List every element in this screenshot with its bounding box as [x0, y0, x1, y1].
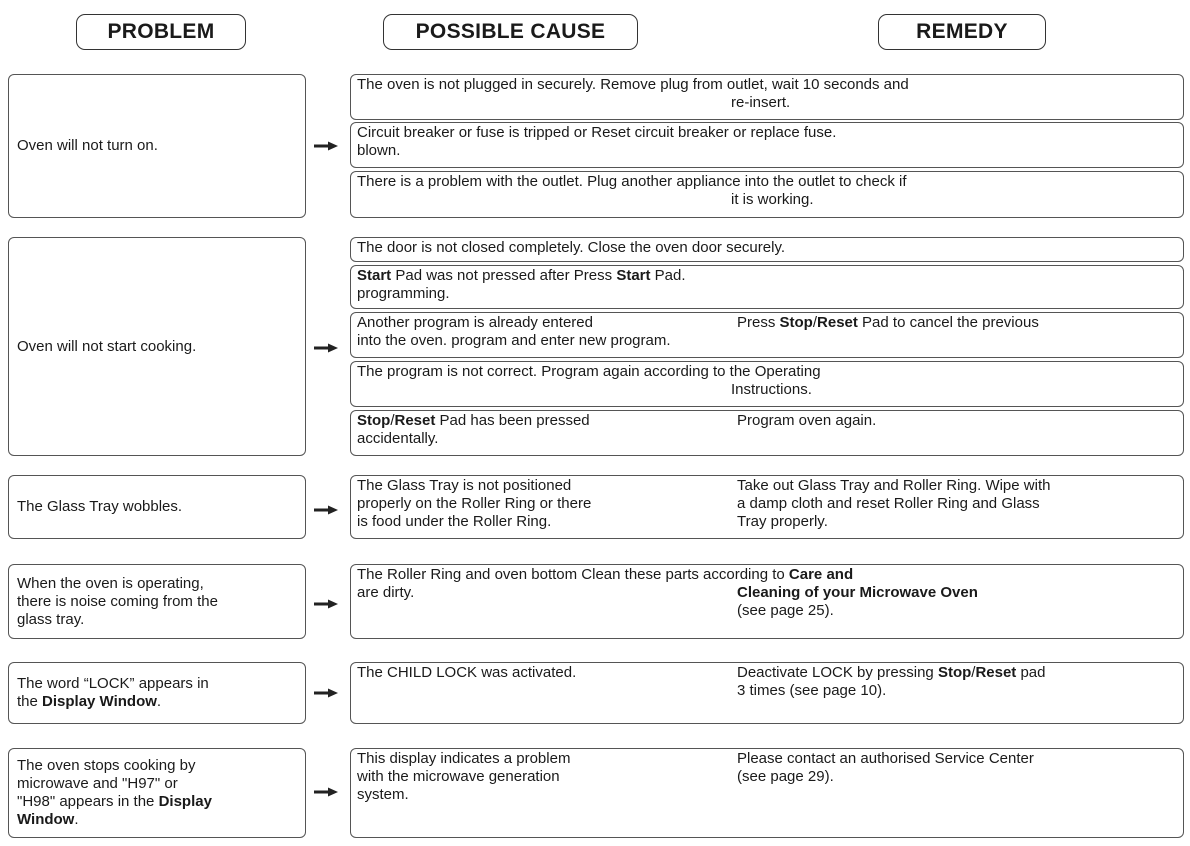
cause-line: This display indicates a problem	[357, 750, 571, 767]
arrow-right-icon	[314, 599, 338, 609]
cause-line: The Roller Ring and oven bottom Clean these parts according to Care and	[357, 566, 854, 583]
problem-text: microwave and "H97" or	[17, 775, 178, 792]
problem-box	[8, 564, 306, 639]
problem-text: The Glass Tray wobbles.	[17, 498, 183, 515]
header-remedy: REMEDY	[878, 14, 1046, 50]
cause-remedy-box	[350, 564, 1184, 639]
cause-remedy-box	[350, 662, 1184, 724]
cause-remedy-box	[350, 361, 1184, 407]
remedy-line: 3 times (see page 10).	[737, 682, 887, 699]
remedy-line: Press Stop/Reset Pad to cancel the previous	[737, 314, 1039, 331]
cause-line: accidentally.	[357, 430, 439, 447]
remedy-line: Deactivate LOCK by pressing Stop/Reset pad	[737, 664, 1046, 681]
cause-line: The CHILD LOCK was activated.	[357, 664, 577, 681]
header-possible-cause: POSSIBLE CAUSE	[383, 14, 638, 50]
remedy-line: Please contact an authorised Service Center	[737, 750, 1034, 767]
cause-line: is food under the Roller Ring.	[357, 513, 552, 530]
problem-text: the Display Window.	[17, 693, 162, 710]
cause-line: Circuit breaker or fuse is tripped or Reset circuit breaker or replace fuse.	[357, 124, 837, 141]
arrow-right-icon	[314, 505, 338, 515]
remedy-line: re-insert.	[731, 94, 791, 111]
problem-box	[8, 237, 306, 456]
problem-text: The oven stops cooking by	[17, 757, 196, 774]
remedy-line: Program oven again.	[737, 412, 877, 429]
cause-line: The oven is not plugged in securely. Remove plug from outlet, wait 10 seconds and	[357, 76, 909, 93]
problem-text: "H98" appears in the Display	[17, 793, 212, 810]
arrow-right-icon	[314, 688, 338, 698]
problem-box	[8, 662, 306, 724]
problem-box	[8, 475, 306, 539]
cause-line: into the oven. program and enter new program.	[357, 332, 671, 349]
problem-text: Oven will not turn on.	[17, 137, 158, 154]
cause-line: with the microwave generation	[357, 768, 560, 785]
cause-line: Start Pad was not pressed after Press Start Pad.	[357, 267, 686, 284]
remedy-line: Tray properly.	[737, 513, 828, 530]
problem-text: The word “LOCK” appears in	[17, 675, 209, 692]
remedy-line: it is working.	[731, 191, 814, 208]
cause-line: The door is not closed completely. Close the oven door securely.	[357, 239, 785, 256]
cause-remedy-box	[350, 748, 1184, 838]
cause-line: There is a problem with the outlet. Plug another appliance into the outlet to check if	[357, 173, 907, 190]
remedy-line: (see page 25).	[737, 602, 834, 619]
problem-text: Window.	[17, 811, 79, 828]
cause-remedy-box	[350, 475, 1184, 539]
header-problem: PROBLEM	[76, 14, 246, 50]
cause-line: Stop/Reset Pad has been pressed	[357, 412, 590, 429]
problem-text: Oven will not start cooking.	[17, 337, 197, 355]
remedy-line: a damp cloth and reset Roller Ring and Glass	[737, 495, 1040, 512]
cause-line: are dirty.	[357, 584, 415, 601]
cause-remedy-box	[350, 74, 1184, 120]
problem-text: glass tray.	[17, 610, 85, 628]
cause-remedy-box	[350, 171, 1184, 218]
remedy-line: (see page 29).	[737, 768, 834, 785]
cause-remedy-box	[350, 122, 1184, 168]
problem-box	[8, 74, 306, 218]
problem-text: When the oven is operating,	[17, 574, 204, 592]
cause-line: properly on the Roller Ring or there	[357, 495, 592, 512]
arrow-right-icon	[314, 787, 338, 797]
arrow-right-icon	[314, 343, 338, 353]
cause-line: blown.	[357, 142, 401, 159]
cause-line: Another program is already entered	[357, 314, 593, 331]
cause-remedy-box	[350, 312, 1184, 358]
remedy-line: Take out Glass Tray and Roller Ring. Wipe with	[737, 477, 1051, 494]
cause-line: The Glass Tray is not positioned	[357, 477, 572, 494]
remedy-line: Instructions.	[731, 381, 812, 398]
problem-box	[8, 748, 306, 838]
cause-line: The program is not correct. Program again according to the Operating	[357, 363, 821, 380]
cause-remedy-box	[350, 265, 1184, 309]
cause-remedy-box	[350, 237, 1184, 262]
cause-remedy-box	[350, 410, 1184, 456]
problem-text: there is noise coming from the	[17, 592, 218, 610]
arrow-right-icon	[314, 141, 338, 151]
cause-line: programming.	[357, 285, 450, 302]
remedy-line: Cleaning of your Microwave Oven	[737, 584, 978, 601]
cause-line: system.	[357, 786, 409, 803]
